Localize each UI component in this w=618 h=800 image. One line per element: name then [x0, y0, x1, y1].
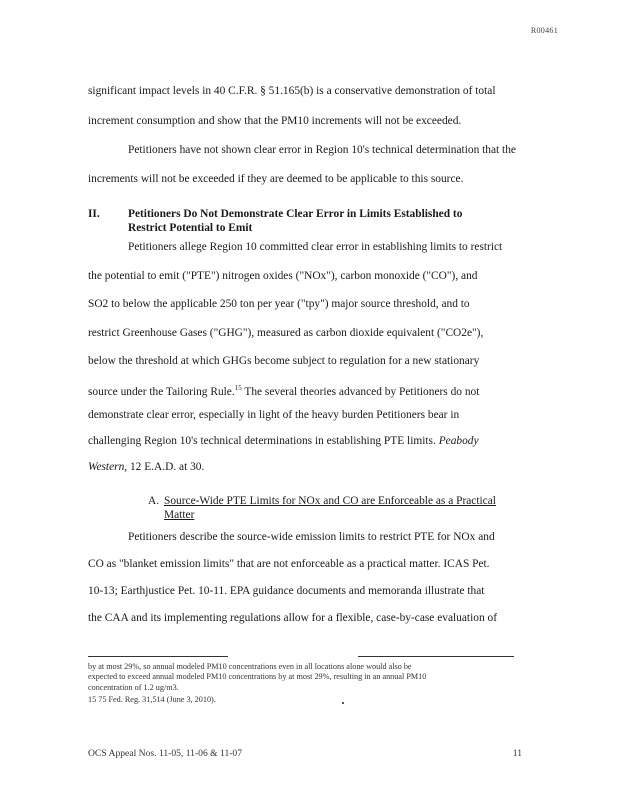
section-title-line: Petitioners Do Not Demonstrate Clear Error in Limits Established to	[128, 208, 463, 220]
page-number: 11	[512, 748, 522, 759]
body-text-line: significant impact levels in 40 C.F.R. § 51.165(b) is a conservative demonstration of total	[88, 85, 496, 97]
case-citation: Peabody	[438, 435, 479, 447]
text-span: source under the Tailoring Rule.	[88, 385, 235, 398]
body-text-line: the CAA and its implementing regulations allow for a flexible, case-by-case evaluation of	[88, 612, 497, 624]
section-number: II.	[88, 208, 100, 220]
body-text-line: CO as "blanket emission limits" that are not enforceable as a practical matter. ICAS Pet.	[88, 558, 490, 570]
text-span: , 12 E.A.D. at 30.	[124, 461, 205, 473]
body-text-line: 10-13; Earthjustice Pet. 10-11. EPA guidance documents and memoranda illustrate that	[88, 585, 485, 597]
text-span: challenging Region 10's technical determinations in establishing PTE limits.	[88, 435, 439, 447]
body-text-line: Petitioners describe the source-wide emission limits to restrict PTE for NOx and	[128, 531, 495, 543]
subsection-heading	[148, 494, 496, 508]
body-text-line: demonstrate clear error, especially in light of the heavy burden Petitioners bear in	[88, 409, 460, 421]
body-text-line: increment consumption and show that the PM10 increments will not be exceeded.	[88, 115, 462, 127]
body-text-line: below the threshold at which GHGs become subject to regulation for a new stationary	[88, 355, 480, 367]
footnote-text-line: by at most 29%, so annual modeled PM10 concentrations even in all locations alone would also be	[88, 662, 412, 671]
scan-speck	[342, 702, 344, 704]
body-text-line	[88, 460, 204, 474]
body-text-line	[88, 381, 479, 399]
footnote-text-line: concentration of 1.2 ug/m3.	[88, 683, 179, 692]
section-title-line: Restrict Potential to Emit	[128, 222, 253, 234]
body-text-line	[88, 434, 479, 448]
footnote-text-line: expected to exceed annual modeled PM10 concentrations by at most 29%, resulting in an annual PM10	[88, 672, 427, 681]
body-text-line: restrict Greenhouse Gases ("GHG"), measured as carbon dioxide equivalent ("CO2e"),	[88, 327, 484, 339]
body-text-line: Petitioners have not shown clear error in Region 10's technical determination that the	[128, 144, 516, 156]
subsection-letter: A.	[148, 495, 160, 507]
body-text-line: SO2 to below the applicable 250 ton per year ("tpy") major source threshold, and to	[88, 298, 470, 310]
footnote-text-line: 15 75 Fed. Reg. 31,514 (June 3, 2010).	[88, 695, 216, 704]
text-span: The several theories advanced by Petitioners do not	[241, 385, 480, 398]
footnote-divider	[88, 656, 228, 657]
body-text-line: increments will not be exceeded if they are deemed to be applicable to this source.	[88, 173, 464, 185]
body-text-line: the potential to emit ("PTE") nitrogen oxides ("NOx"), carbon monoxide ("CO"), and	[88, 270, 478, 282]
section-heading	[88, 207, 462, 221]
subsection-title-line: Matter	[164, 509, 195, 521]
footer-case-number: OCS Appeal Nos. 11-05, 11-06 & 11-07	[88, 748, 243, 759]
body-text-line: Petitioners allege Region 10 committed clear error in establishing limits to restrict	[128, 241, 503, 253]
subsection-title-line: Source-Wide PTE Limits for NOx and CO are Enforceable as a Practical	[164, 495, 496, 507]
bates-stamp: R00461	[530, 26, 558, 35]
case-citation: Western	[88, 461, 125, 473]
footnote-divider	[358, 656, 514, 657]
footnote-ref: 15	[234, 384, 242, 392]
